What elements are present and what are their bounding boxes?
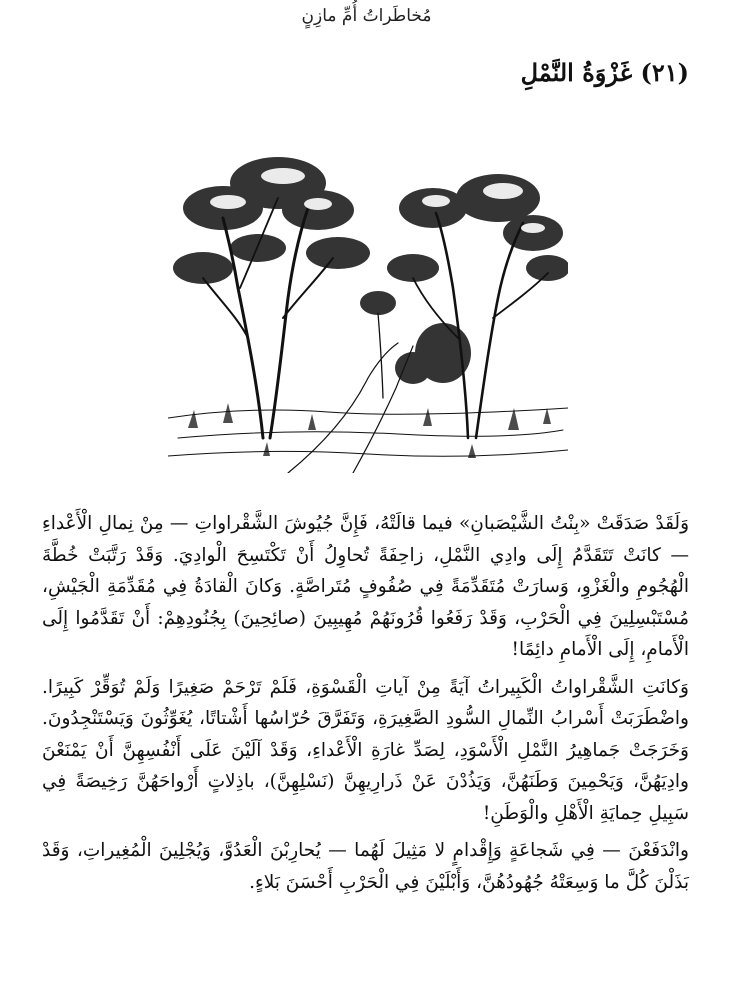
paragraph: وانْدَفَعْنَ — فِي شَجاعَةٍ وَإِقْدامٍ لا مَثِيلَ لَهُما — يُحارِبْنَ الْعَدُوَّ، وَيُجْلِينَ الْمُغِيراتِ، وَقَدْ بَذَلْنَ كُلَّ ما وَسِعَتْهُ جُهُودُهُنَّ، وَأَبْلَيْنَ فِي الْحَرْبِ أَحْسَنَ بَلاءٍ.	[42, 840, 689, 893]
landscape-trees-illustration-icon	[168, 138, 568, 473]
running-header: مُخاطَراتُ أُمِّ مازِنٍ	[301, 6, 432, 26]
body-text	[42, 508, 689, 904]
chapter-title: (٢١) غَزْوَةُ النَّمْلِ	[520, 58, 689, 87]
paragraph: وَلَقَدْ صَدَقَتْ «بِنْتُ الشَّيْصَبانِ» فيما قالَتْهُ، فَإِنَّ جُيُوشَ الشَّقْراواتِ — مِنْ نِمالِ الْأَعْداءِ — كانَتْ تَتَقَدَّمُ إِلَى وادِي النَّمْلِ، زاحِفَةً تُحاوِلُ أَنْ تَكْتَسِحَ الْوادِيَ. وَقَدْ رَتَّبَتْ خُطَّةَ الْهُجُومِ والْغَزْوِ، وَسارَتْ مُتَقَدِّمَةً فِي صُفُوفٍ مُتَراصَّةٍ. وَكانَ الْقادَةُ فِي مُقَدِّمَةِ الْجَيْشِ، مُسْتَبْسِلِينَ فِي الْحَرْبِ، وَقَدْ رَفَعُوا قُرُونَهُمْ مُهِيبِينَ (صائِحِينَ) بِجُنُودِهِمْ: أَنْ تَقَدَّمُوا إِلَى الْأَمامِ، إِلَى الْأَمامِ دائِمًا!	[42, 513, 689, 660]
paragraph: وَكانَتِ الشَّقْراواتُ الْكَبِيراتُ آيَةً مِنْ آياتِ الْقَسْوَةِ، فَلَمْ تَرْحَمْ صَغِيرًا وَلَمْ تُوَقِّرْ كَبِيرًا. واضْطَرَبَتْ أَسْرابُ النِّمالِ السُّودِ الصَّغِيرَةِ، وَتَفَرَّقَ حُرّاسُها أَشْتاتًا، يُغَوِّثُونَ وَيَسْتَنْجِدُونَ. وَخَرَجَتْ جَماهِيرُ النَّمْلِ الْأَسْوَدِ، لِصَدِّ غارَةِ الْأَعْداءِ، وَقَدْ آلَيْنَ عَلَى أَنْفُسِهِنَّ أَنْ يَمْنَعْنَ وادِيَهُنَّ، وَيَحْمِينَ وَطَنَهُنَّ، وَيَذُدْنَ عَنْ ذَرارِيهِنَّ (نَسْلِهِنَّ)، باذِلاتٍ أَرْواحَهُنَّ رَخِيصَةً فِي سَبِيلِ حِمايَةِ الْأَهْلِ والْوَطَنِ!	[42, 676, 689, 824]
